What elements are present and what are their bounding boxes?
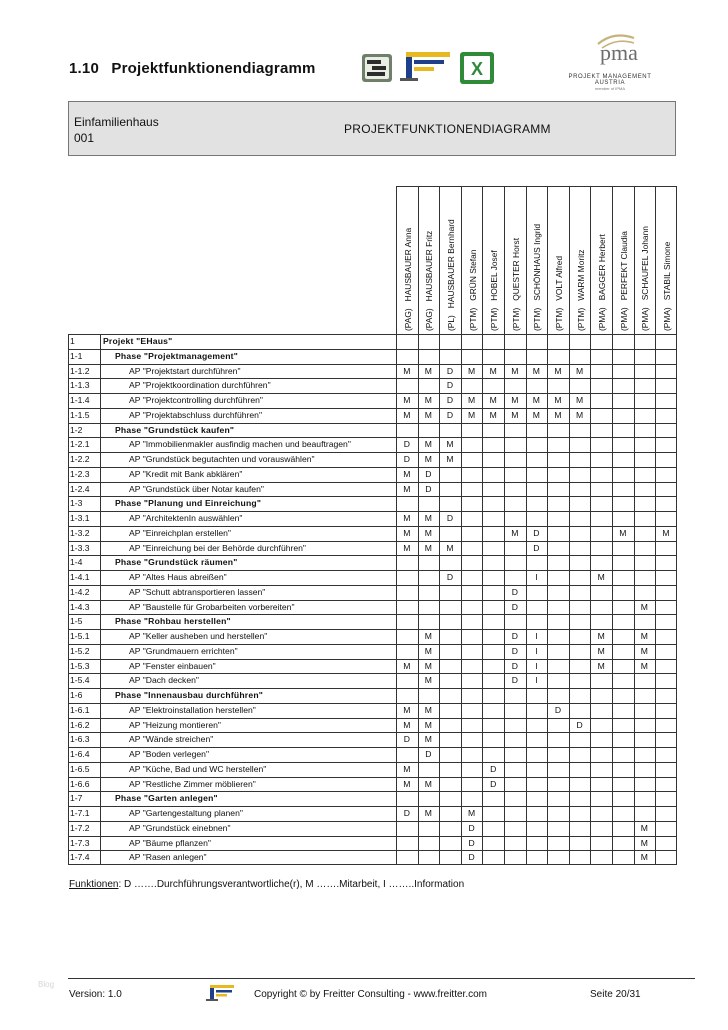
role-cell: D <box>511 601 518 612</box>
person-header-text <box>532 224 542 331</box>
table-row <box>68 614 677 629</box>
role-cell: D <box>511 645 518 656</box>
role-cell: D <box>576 719 583 730</box>
work-package-label: AP "Fenster einbauen" <box>129 660 216 671</box>
row-id: 1-1.4 <box>70 395 90 405</box>
role-cell: M <box>424 631 432 641</box>
role-cell: M <box>576 365 584 376</box>
role-cell: D <box>446 409 454 420</box>
footer-divider <box>68 978 695 979</box>
person-header-text <box>554 256 564 331</box>
role-cell: M <box>424 778 432 789</box>
role-cell: M <box>576 409 584 420</box>
person-role: (PTM) <box>553 307 564 331</box>
table-row <box>68 452 677 467</box>
row-id: 1-5.4 <box>70 675 90 686</box>
role-cell: M <box>597 631 605 641</box>
document-title: PROJEKTFUNKTIONENDIAGRAMM <box>344 122 551 136</box>
role-cell: M <box>446 542 454 553</box>
person-name: WARM Moritz <box>575 249 586 301</box>
project-number: 001 <box>74 131 95 145</box>
role-cell: M <box>640 660 648 671</box>
role-cell: M <box>597 572 605 582</box>
table-row <box>68 378 677 393</box>
role-cell: D <box>490 778 497 789</box>
row-id: 1-7.3 <box>70 837 90 848</box>
person-column-header <box>634 186 656 334</box>
role-cell: D <box>425 468 432 479</box>
role-cell: D <box>533 527 540 538</box>
table-row <box>68 850 677 865</box>
table-row <box>68 703 677 718</box>
role-cell: M <box>424 645 432 656</box>
row-id: 1-1.5 <box>70 409 90 420</box>
role-cell: D <box>446 365 454 376</box>
role-cell: D <box>554 704 562 715</box>
table-row <box>68 482 677 497</box>
role-cell: M <box>640 601 648 612</box>
person-header-text <box>662 242 672 331</box>
person-column-header <box>569 186 591 334</box>
row-id: 1-4 <box>70 557 83 568</box>
person-role: (PTM) <box>510 307 521 331</box>
role-cell: M <box>403 409 411 420</box>
work-package-label: AP "Baustelle für Grobarbeiten vorbereiten" <box>129 601 295 612</box>
table-row <box>68 423 677 438</box>
table-row <box>68 496 677 511</box>
role-cell: M <box>468 395 476 405</box>
row-id: 1-3.1 <box>70 513 90 523</box>
work-package-label: AP "Grundstück begutachten und vorauswählen" <box>129 454 315 464</box>
role-cell: I <box>535 660 538 671</box>
role-cell: M <box>489 365 497 376</box>
footer-version: Version: 1.0 <box>69 989 122 1000</box>
row-id: 1-6.5 <box>70 763 90 774</box>
role-cell: M <box>424 719 432 730</box>
person-header-text <box>403 228 413 331</box>
role-cell: I <box>535 645 538 656</box>
row-id: 1-3.3 <box>70 542 90 553</box>
row-id: 1-6 <box>70 690 83 700</box>
role-cell: M <box>532 395 540 405</box>
work-package-label: AP "Kredit mit Bank abklären" <box>129 468 243 479</box>
table-row <box>68 334 677 349</box>
person-role: (PMA) <box>661 307 672 331</box>
person-name: QUESTER Horst <box>510 237 521 301</box>
footer-freitter-logo-icon <box>206 984 236 1005</box>
person-column-header <box>396 186 418 334</box>
person-column-header <box>547 186 569 334</box>
table-row <box>68 393 677 408</box>
table-row <box>68 777 677 792</box>
role-cell: M <box>424 527 432 538</box>
role-cell: M <box>468 365 476 376</box>
excel-icon[interactable] <box>460 52 494 84</box>
table-row <box>68 349 677 364</box>
row-id: 1-6.3 <box>70 734 90 745</box>
role-cell: D <box>511 675 518 686</box>
role-cell: M <box>424 454 432 464</box>
role-cell: M <box>532 365 540 376</box>
person-name: VOLT Alfred <box>553 255 564 301</box>
work-package-label: AP "Immobilienmakler ausfindig machen und beauftragen" <box>129 439 351 450</box>
row-id: 1-1.2 <box>70 365 90 376</box>
role-cell: M <box>403 719 411 730</box>
row-id: 1-3.2 <box>70 527 90 538</box>
person-header-text <box>597 234 607 331</box>
table-row <box>68 791 677 806</box>
person-role: (PTM) <box>489 307 500 331</box>
role-cell: D <box>468 822 475 833</box>
role-cell: D <box>403 808 410 818</box>
role-cell: M <box>640 645 648 656</box>
work-package-label: AP "Altes Haus abreißen" <box>129 572 227 582</box>
role-cell: D <box>490 763 497 774</box>
row-id: 1-7.4 <box>70 852 90 863</box>
person-column-header <box>504 186 526 334</box>
role-cell: M <box>403 704 411 715</box>
watermark: Blog <box>38 980 55 989</box>
table-row <box>68 629 677 644</box>
person-header-text <box>424 231 434 331</box>
table-row <box>68 673 677 688</box>
work-package-label: AP "Elektroinstallation herstellen" <box>129 704 256 715</box>
work-package-label: AP "ArchitektenIn auswählen" <box>129 513 243 523</box>
svg-text:X: X <box>470 59 484 79</box>
footer-copyright: Copyright © by Freitter Consulting - www.freitter.com <box>254 989 487 1000</box>
role-cell: M <box>662 527 670 538</box>
table-row <box>68 747 677 762</box>
pma-logo <box>560 34 660 94</box>
role-cell: M <box>619 527 627 538</box>
role-cell: M <box>446 454 454 464</box>
role-cell: M <box>554 395 562 405</box>
role-cell: M <box>403 395 411 405</box>
person-name: HAUSBAUER Anna <box>402 227 413 302</box>
role-cell: M <box>403 513 411 523</box>
role-cell: M <box>554 365 562 376</box>
role-cell: D <box>446 572 454 582</box>
role-cell: M <box>640 852 648 863</box>
table-row <box>68 585 677 600</box>
person-name: HOBEL Josef <box>489 250 500 301</box>
section-heading <box>69 60 316 77</box>
person-role: (PL) <box>445 315 456 331</box>
toolbar-icons <box>360 48 500 86</box>
person-column-header <box>482 186 504 334</box>
phase-label: Phase "Grundstück kaufen" <box>115 424 235 435</box>
role-cell: M <box>424 675 432 686</box>
phase-label: Phase "Rohbau herstellen" <box>115 616 231 627</box>
role-cell: D <box>511 631 518 641</box>
role-cell: D <box>533 542 540 553</box>
work-package-label: AP "Projektabschluss durchführen" <box>129 409 263 420</box>
row-id: 1 <box>70 336 75 346</box>
role-cell: M <box>446 439 454 450</box>
work-package-label: AP "Keller ausheben und herstellen" <box>129 631 268 641</box>
person-header-text <box>511 238 521 331</box>
phase-label: Phase "Grundstück räumen" <box>115 557 238 568</box>
role-cell: M <box>403 483 411 494</box>
legend-label: Funktionen <box>69 879 119 890</box>
phase-label: Phase "Innenausbau durchführen" <box>115 690 264 700</box>
role-cell: M <box>403 660 411 671</box>
work-package-label: AP "Schutt abtransportieren lassen" <box>129 586 266 597</box>
role-cell: M <box>489 395 497 405</box>
role-cell: M <box>424 704 432 715</box>
work-package-label: AP "Grundstück über Notar kaufen" <box>129 483 264 494</box>
row-id: 1-3 <box>70 498 83 509</box>
role-cell: D <box>403 439 410 450</box>
person-role: (PMA) <box>618 307 629 331</box>
role-cell: M <box>424 660 432 671</box>
person-header-text <box>489 250 499 331</box>
person-column-header <box>590 186 612 334</box>
role-cell: M <box>640 631 648 641</box>
person-name: GRÜN Stefan <box>467 249 478 301</box>
row-id: 1-2.4 <box>70 483 90 494</box>
row-id: 1-2 <box>70 424 83 435</box>
row-id: 1-7.1 <box>70 808 90 818</box>
person-role: (PTM) <box>575 307 586 331</box>
table-row <box>68 644 677 659</box>
table-row <box>68 437 677 452</box>
person-header-text <box>640 226 650 331</box>
table-row <box>68 732 677 747</box>
row-id: 1-5.2 <box>70 645 90 656</box>
row-id: 1-4.2 <box>70 586 90 597</box>
person-column-header <box>655 186 677 334</box>
role-cell: M <box>424 365 432 376</box>
person-name: BAGGER Herbert <box>597 234 608 301</box>
role-cell: I <box>535 631 538 641</box>
person-name: HAUSBAUER Bernhard <box>445 219 456 309</box>
person-role: (PMA) <box>597 307 608 331</box>
role-cell: M <box>403 527 411 538</box>
row-id: 1-4.3 <box>70 601 90 612</box>
role-cell: M <box>403 763 411 774</box>
table-row <box>68 570 677 585</box>
table-row <box>68 541 677 556</box>
table-row <box>68 762 677 777</box>
person-column-header <box>439 186 461 334</box>
person-role: (PTM) <box>467 307 478 331</box>
role-cell: D <box>403 734 410 745</box>
section-title: Projektfunktionendiagramm <box>111 60 316 77</box>
logo-full-name: PROJEKT MANAGEMENT AUSTRIA <box>568 74 652 86</box>
project-name: Einfamilienhaus <box>74 115 159 129</box>
person-name: HAUSBAUER Fritz <box>424 230 435 302</box>
role-cell: M <box>554 409 562 420</box>
role-cell: M <box>424 439 432 450</box>
work-package-label: AP "Grundmauern errichten" <box>129 645 238 656</box>
role-cell: M <box>424 542 432 553</box>
work-package-label: AP "Einreichung bei der Behörde durchführen" <box>129 542 306 553</box>
row-id: 1-5.3 <box>70 660 90 671</box>
table-row <box>68 526 677 541</box>
table-row <box>68 718 677 733</box>
work-package-label: AP "Projektkoordination durchführen" <box>129 380 271 391</box>
work-package-label: AP "Projektcontrolling durchführen" <box>129 395 263 405</box>
role-cell: D <box>446 513 454 523</box>
person-header-text <box>576 249 586 331</box>
role-cell: M <box>403 468 411 479</box>
work-package-label: AP "Bäume pflanzen" <box>129 837 211 848</box>
role-cell: M <box>511 409 519 420</box>
person-column-header <box>418 186 440 334</box>
row-id: 1-6.1 <box>70 704 90 715</box>
row-id: 1-5 <box>70 616 83 627</box>
person-role: (PAG) <box>424 308 435 331</box>
person-role: (PTM) <box>532 307 543 331</box>
table-row <box>68 821 677 836</box>
role-cell: M <box>640 822 648 833</box>
section-number: 1.10 <box>69 60 99 77</box>
work-package-label: AP "Einreichplan erstellen" <box>129 527 231 538</box>
row-id: 1-1.3 <box>70 380 90 391</box>
row-id: 1-6.6 <box>70 778 90 789</box>
person-header-text <box>468 250 478 331</box>
table-row <box>68 659 677 674</box>
gantt-chart-icon[interactable] <box>362 54 392 82</box>
person-header-text <box>619 231 629 331</box>
role-cell: M <box>511 395 519 405</box>
work-package-label: AP "Wände streichen" <box>129 734 214 745</box>
table-row <box>68 600 677 615</box>
phase-label: Phase "Planung und Einreichung" <box>115 498 262 509</box>
role-cell: I <box>535 572 538 582</box>
row-id: 1-2.2 <box>70 454 90 464</box>
role-cell: I <box>535 675 538 686</box>
row-id: 1-4.1 <box>70 572 90 582</box>
row-id: 1-1 <box>70 350 83 361</box>
person-column-header <box>612 186 634 334</box>
role-cell: M <box>424 734 432 745</box>
role-cell: M <box>511 365 519 376</box>
role-cell: M <box>424 395 432 405</box>
table-row <box>68 467 677 482</box>
logo-tagline: member of IPMA <box>594 86 625 91</box>
row-id: 1-7 <box>70 793 83 804</box>
person-name: STABIL Simone <box>661 241 672 301</box>
work-package-label: AP "Projektstart durchführen" <box>129 365 241 376</box>
person-name: SCHÖNHAUS Ingrid <box>532 223 543 301</box>
role-cell: D <box>446 395 454 405</box>
role-cell: M <box>403 778 411 789</box>
legend-text: : D …….Durchführungsverantwortliche(r), M …….Mitarbeit, I ……..Information <box>118 879 465 890</box>
work-package-label: AP "Dach decken" <box>129 675 199 686</box>
role-cell: D <box>425 749 432 759</box>
table-row <box>68 806 677 821</box>
role-cell: D <box>468 837 475 848</box>
phase-label: Phase "Projektmanagement" <box>115 350 239 361</box>
person-role: (PMA) <box>640 307 651 331</box>
phase-label: Phase "Garten anlegen" <box>115 793 218 804</box>
table-row <box>68 555 677 570</box>
work-package-label: AP "Rasen anlegen" <box>129 852 207 863</box>
role-cell: M <box>468 808 476 818</box>
person-header-text <box>446 219 456 331</box>
row-id: 1-6.2 <box>70 719 90 730</box>
table-row <box>68 364 677 379</box>
role-cell: M <box>640 837 648 848</box>
work-package-label: AP "Heizung montieren" <box>129 719 221 730</box>
role-cell: M <box>403 542 411 553</box>
role-cell: M <box>424 513 432 523</box>
role-cell: M <box>532 409 540 420</box>
role-cell: M <box>489 409 497 420</box>
table-row <box>68 511 677 526</box>
role-cell: D <box>403 454 410 464</box>
person-role: (PAG) <box>402 308 413 331</box>
row-id: 1-6.4 <box>70 749 90 759</box>
role-cell: D <box>468 852 475 863</box>
person-name: PERFEKT Claudia <box>618 231 629 301</box>
role-cell: M <box>424 409 432 420</box>
role-cell: M <box>597 660 605 671</box>
person-column-header <box>526 186 548 334</box>
role-cell: M <box>597 645 605 656</box>
logo-wordmark: pma <box>600 40 638 65</box>
footer-page-number: Seite 20/31 <box>590 989 641 1000</box>
row-id: 1-2.1 <box>70 439 90 450</box>
work-package-label: AP "Gartengestaltung planen" <box>129 808 243 818</box>
role-cell: D <box>446 380 454 391</box>
role-cell: D <box>425 483 432 494</box>
project-identifier <box>74 114 159 146</box>
project-info-box <box>68 101 676 156</box>
row-id: 1-5.1 <box>70 631 90 641</box>
table-row <box>68 688 677 703</box>
work-package-label: AP "Küche, Bad und WC herstellen" <box>129 763 267 774</box>
freitter-logo-icon[interactable] <box>400 52 450 81</box>
role-cell: M <box>576 395 584 405</box>
row-id: 1-7.2 <box>70 822 90 833</box>
role-cell: D <box>511 586 518 597</box>
work-package-label: AP "Grundstück einebnen" <box>129 822 231 833</box>
role-cell: M <box>468 409 476 420</box>
table-row <box>68 836 677 851</box>
functions-legend <box>69 879 464 890</box>
role-cell: M <box>403 365 411 376</box>
row-id: 1-2.3 <box>70 468 90 479</box>
project-label: Projekt "EHaus" <box>103 336 173 346</box>
work-package-label: AP "Boden verlegen" <box>129 749 209 759</box>
person-name: SCHAUFEL Johann <box>640 226 651 301</box>
role-cell: M <box>424 808 432 818</box>
table-row <box>68 408 677 423</box>
role-cell: M <box>511 527 519 538</box>
work-package-label: AP "Restliche Zimmer möblieren" <box>129 778 256 789</box>
role-cell: D <box>511 660 518 671</box>
person-column-header <box>461 186 483 334</box>
